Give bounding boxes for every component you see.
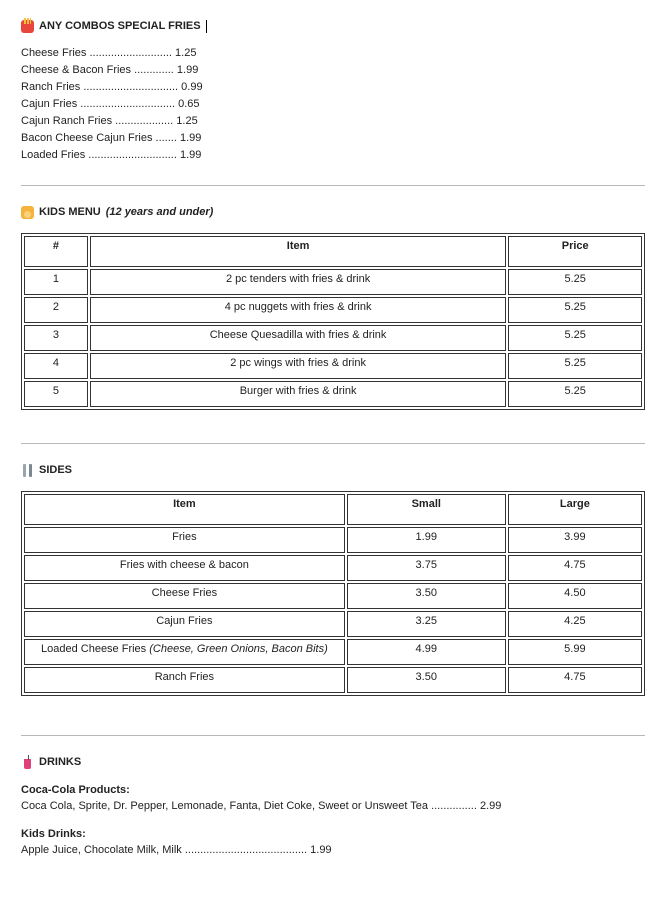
- table-row: [24, 381, 642, 407]
- cell-item: [24, 667, 345, 693]
- cell-number: 4: [24, 353, 88, 379]
- text-cursor: [206, 20, 207, 33]
- column-header: Item: [90, 236, 507, 267]
- kids-drinks-line: Apple Juice, Chocolate Milk, Milk ........................................ 1.99: [21, 844, 332, 856]
- sides-table: [21, 491, 645, 696]
- cell-large-price: 4.75: [508, 555, 642, 581]
- item-name: Cheese Fries: [151, 587, 218, 599]
- column-header: Small: [347, 494, 506, 525]
- item-name: Loaded Cheese Fries: [41, 643, 150, 655]
- item-note: (Cheese, Green Onions, Bacon Bits): [149, 643, 328, 655]
- list-item: Loaded Fries ............................. 1.99: [21, 149, 202, 161]
- cell-item: Burger with fries & drink: [90, 381, 507, 407]
- item-name: Ranch Fries: [154, 671, 215, 683]
- coke-line: Coca Cola, Sprite, Dr. Pepper, Lemonade, Fanta, Diet Coke, Sweet or Unsweet Tea ............... 2.99: [21, 800, 502, 812]
- cell-price: 5.25: [508, 325, 642, 351]
- table-row: [24, 639, 642, 665]
- divider: [21, 735, 645, 736]
- combos-title: ANY COMBOS SPECIAL FRIES: [39, 20, 201, 32]
- cell-item: [24, 639, 345, 665]
- coke-products: [21, 782, 501, 814]
- table-row: [24, 269, 642, 295]
- cell-price: 5.25: [508, 297, 642, 323]
- sides-heading: [21, 463, 72, 477]
- cell-small-price: 1.99: [347, 527, 506, 553]
- drinks-heading: [21, 755, 81, 769]
- kids-subtitle: (12 years and under): [105, 206, 214, 218]
- cell-item: [24, 583, 345, 609]
- table-row: [24, 583, 642, 609]
- table-row: [24, 297, 642, 323]
- cell-item: 2 pc tenders with fries & drink: [90, 269, 507, 295]
- list-item: Cajun Ranch Fries ................... 1.25: [21, 115, 198, 127]
- cell-item: [24, 555, 345, 581]
- cell-small-price: 3.25: [347, 611, 506, 637]
- table-row: [24, 667, 642, 693]
- kids-drinks-heading: Kids Drinks:: [21, 828, 86, 840]
- cell-large-price: 4.50: [508, 583, 642, 609]
- cell-large-price: 5.99: [508, 639, 642, 665]
- cell-item: 4 pc nuggets with fries & drink: [90, 297, 507, 323]
- cell-number: 3: [24, 325, 88, 351]
- column-header: Price: [508, 236, 642, 267]
- table-header-row: [24, 236, 642, 267]
- cell-price: 5.25: [508, 381, 642, 407]
- cell-small-price: 3.75: [347, 555, 506, 581]
- coke-heading: Coca-Cola Products:: [21, 784, 130, 796]
- fork-knife-icon: [21, 464, 34, 477]
- cell-number: 1: [24, 269, 88, 295]
- divider: [21, 443, 645, 444]
- cell-price: 5.25: [508, 269, 642, 295]
- cell-small-price: 3.50: [347, 667, 506, 693]
- list-item: Ranch Fries ............................... 0.99: [21, 81, 203, 93]
- cell-number: 5: [24, 381, 88, 407]
- drinks-title: DRINKS: [39, 756, 82, 768]
- column-header: #: [24, 236, 88, 267]
- cell-item: 2 pc wings with fries & drink: [90, 353, 507, 379]
- list-item: Bacon Cheese Cajun Fries ....... 1.99: [21, 132, 202, 144]
- cell-large-price: 4.25: [508, 611, 642, 637]
- combos-list: [21, 45, 203, 164]
- list-item: Cheese & Bacon Fries ............. 1.99: [21, 64, 199, 76]
- item-name: Fries with cheese & bacon: [119, 559, 249, 571]
- cell-small-price: 3.50: [347, 583, 506, 609]
- column-header: Item: [24, 494, 345, 525]
- cell-item: [24, 611, 345, 637]
- table-row: [24, 611, 642, 637]
- combos-heading: [21, 19, 207, 33]
- child-icon: [21, 206, 34, 219]
- cell-large-price: 4.75: [508, 667, 642, 693]
- cell-small-price: 4.99: [347, 639, 506, 665]
- drink-icon: [21, 756, 34, 769]
- sides-title: SIDES: [39, 464, 73, 476]
- table-row: [24, 555, 642, 581]
- list-item: Cheese Fries ........................... 1.25: [21, 47, 197, 59]
- kids-drinks: [21, 826, 332, 858]
- column-header: Large: [508, 494, 642, 525]
- cell-number: 2: [24, 297, 88, 323]
- table-row: [24, 325, 642, 351]
- divider: [21, 185, 645, 186]
- kids-title: KIDS MENU: [39, 206, 101, 218]
- list-item: Cajun Fries ............................... 0.65: [21, 98, 200, 110]
- item-name: Fries: [172, 531, 197, 543]
- kids-menu-table: [21, 233, 645, 410]
- fries-icon: [21, 20, 34, 33]
- cell-large-price: 3.99: [508, 527, 642, 553]
- cell-item: [24, 527, 345, 553]
- item-name: Cajun Fries: [156, 615, 213, 627]
- table-header-row: [24, 494, 642, 525]
- kids-heading: [21, 205, 213, 219]
- cell-price: 5.25: [508, 353, 642, 379]
- table-row: [24, 527, 642, 553]
- cell-item: Cheese Quesadilla with fries & drink: [90, 325, 507, 351]
- table-row: [24, 353, 642, 379]
